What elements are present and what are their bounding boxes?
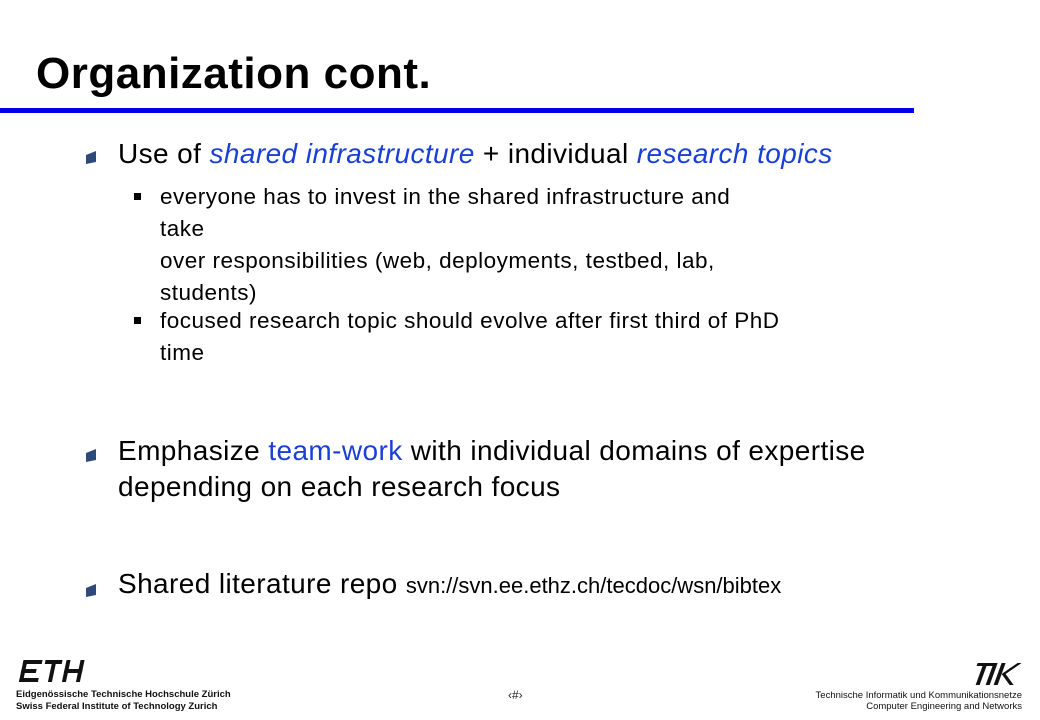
tik-line-german: Technische Informatik und Kommunikationsnetze — [815, 690, 1022, 701]
emphasis-text: shared infrastructure — [209, 138, 475, 169]
tik-line-english: Computer Engineering and Networks — [866, 701, 1022, 712]
bullet-text: with individual domains of expertise — [410, 435, 866, 466]
bullet-text: + individual — [482, 138, 629, 169]
sub-bullet-line: focused research topic should evolve after first third of PhD — [160, 308, 780, 333]
bullet-literature-repo — [118, 566, 781, 604]
eth-institution-text — [16, 689, 231, 713]
eth-line-german: Eidgenössische Technische Hochschule Zürich — [16, 689, 231, 700]
bullet-text: Use of — [118, 138, 202, 169]
tik-logo — [968, 662, 1024, 691]
sub-bullet-line: everyone has to invest in the shared infrastructure and take — [160, 184, 731, 241]
arrow-bullet-icon — [86, 449, 98, 463]
page-number: ‹#› — [508, 688, 523, 702]
eth-logo — [16, 658, 90, 689]
emphasis-text: research topics — [636, 138, 833, 169]
bullet-team-work — [118, 433, 998, 505]
sub-bullet-research-topic — [160, 305, 780, 369]
square-bullet-icon — [134, 317, 141, 324]
tik-institution-text — [816, 690, 1022, 712]
sub-bullet-shared-infrastructure — [160, 181, 780, 309]
bullet-line: depending on each research focus — [118, 471, 561, 502]
bullet-line — [118, 433, 998, 469]
emphasis-text: team-work — [268, 435, 403, 466]
eth-line-english: Swiss Federal Institute of Technology Zurich — [16, 701, 218, 712]
arrow-bullet-icon — [86, 584, 98, 598]
sub-bullet-line: students) — [160, 280, 258, 305]
square-bullet-icon — [134, 193, 141, 200]
sub-bullet-line: time — [160, 340, 205, 365]
slide-title: Organization cont. — [36, 49, 432, 98]
repo-url: svn://svn.ee.ethz.ch/tecdoc/wsn/bibtex — [405, 573, 782, 598]
sub-bullet-line: over responsibilities (web, deployments, testbed, lab, — [160, 248, 715, 273]
title-underline — [0, 108, 914, 113]
bullet-text: Emphasize — [118, 435, 261, 466]
bullet-shared-infrastructure — [118, 136, 833, 172]
bullet-text: Shared literature repo — [118, 568, 398, 599]
arrow-bullet-icon — [86, 151, 98, 165]
